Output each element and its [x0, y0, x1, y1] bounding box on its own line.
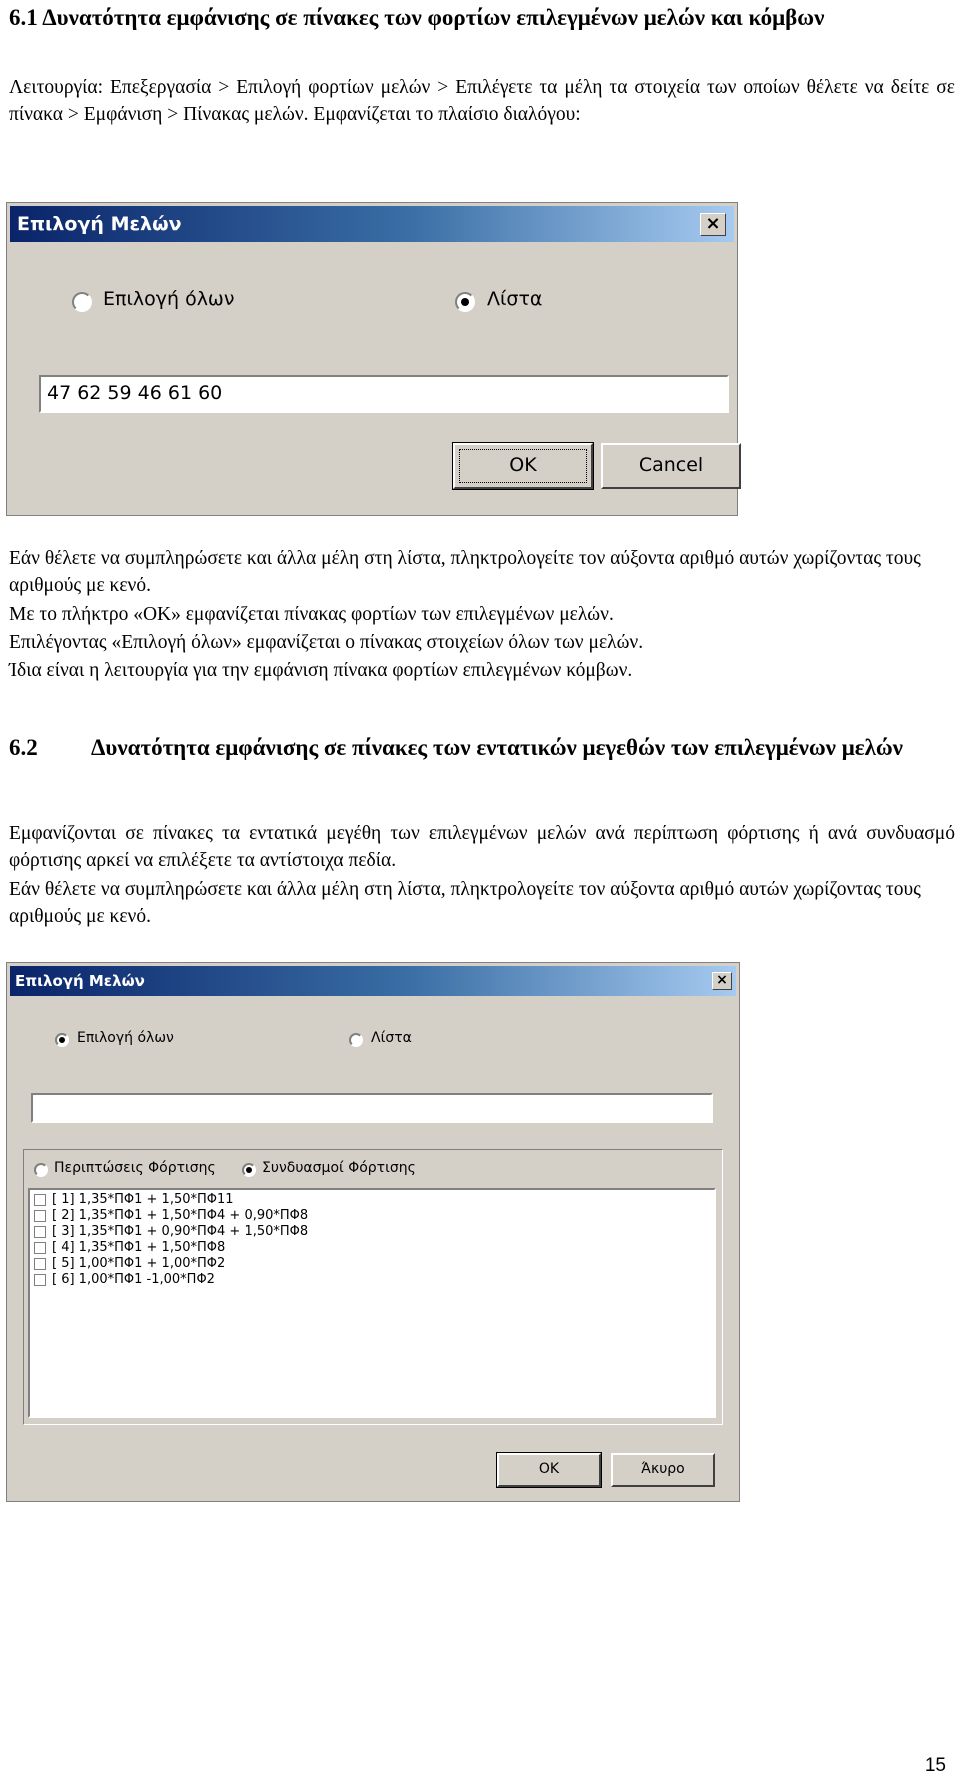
paragraph-ok-key: Με το πλήκτρο «ΟΚ» εμφανίζεται πίνακας φορτίων των επιλεγμένων μελών. [9, 604, 614, 625]
combination-label: [ 1] 1,35*ΠΦ1 + 1,50*ΠΦ11 [52, 1192, 234, 1207]
combination-label: [ 5] 1,00*ΠΦ1 + 1,00*ΠΦ2 [52, 1256, 226, 1271]
combination-checkbox[interactable] [34, 1226, 46, 1238]
radio-select-all-2[interactable] [55, 1033, 69, 1047]
paragraph-add-members: Εάν θέλετε να συμπληρώσετε και άλλα μέλη στη λίστα, πληκτρολογείτε τον αύξοντα αριθμό αυτών χωρίζοντας τους αριθμούς με κενό. [9, 548, 921, 596]
radio-list-label: Λίστα [487, 288, 543, 310]
combination-checkbox[interactable] [34, 1242, 46, 1254]
paragraph-select-all: Επιλέγοντας «Επιλογή όλων» εμφανίζεται ο πίνακας στοιχείων όλων των μελών. [9, 632, 644, 653]
section-number-6-2: 6.2 [9, 735, 38, 760]
radio-load-cases-label: Περιπτώσεις Φόρτισης [54, 1160, 216, 1176]
radio-select-all-label-2: Επιλογή όλων [77, 1030, 174, 1046]
paragraph-add-members-2: Εάν θέλετε να συμπληρώσετε και άλλα μέλη στη λίστα, πληκτρολογείτε τον αύξοντα αριθμό αυτών χωρίζοντας τους αριθμούς με κενό. [9, 879, 921, 927]
cancel-button[interactable]: Cancel [601, 443, 741, 489]
dialog-title: Επιλογή Μελών [17, 213, 182, 235]
member-list-input[interactable]: 47 62 59 46 61 60 [39, 375, 729, 413]
combination-label: [ 2] 1,35*ΠΦ1 + 1,50*ΠΦ4 + 0,90*ΠΦ8 [52, 1208, 309, 1223]
combination-checkbox[interactable] [34, 1194, 46, 1206]
select-members-dialog-2 [6, 962, 740, 1502]
radio-select-all-label: Επιλογή όλων [103, 288, 235, 310]
ok-button[interactable]: OK [453, 443, 593, 489]
radio-load-combinations[interactable] [242, 1163, 256, 1177]
section-heading-6-2: Δυνατότητα εμφάνισης σε πίνακες των εντατικών μεγεθών των επιλεγμένων μελών [91, 735, 903, 760]
load-group-frame [23, 1149, 723, 1425]
combinations-list [28, 1188, 716, 1418]
cancel-button-2[interactable]: Άκυρο [611, 1453, 715, 1487]
ok-button-2[interactable]: OK [497, 1453, 601, 1487]
section-intro: Λειτουργία: Επεξεργασία > Επιλογή φορτίων μελών > Επιλέγετε τα μέλη τα στοιχεία των οποίων θέλετε να δείτε σε πίνακα > Εμφάνιση > Πίνακας μελών. Εμφανίζεται το πλαίσιο διαλόγου: [9, 77, 955, 125]
member-list-input-2[interactable] [31, 1093, 713, 1123]
paragraph-nodes: Ίδια είναι η λειτουργία για την εμφάνιση πίνακα φορτίων επιλεγμένων κόμβων. [9, 660, 633, 681]
radio-load-combinations-label: Συνδυασμοί Φόρτισης [262, 1160, 416, 1176]
combination-checkbox[interactable] [34, 1274, 46, 1286]
combination-label: [ 3] 1,35*ΠΦ1 + 0,90*ΠΦ4 + 1,50*ΠΦ8 [52, 1224, 309, 1239]
select-members-dialog [6, 202, 738, 516]
combination-label: [ 6] 1,00*ΠΦ1 -1,00*ΠΦ2 [52, 1272, 215, 1287]
dialog-titlebar [10, 206, 734, 242]
page-number: 15 [924, 1755, 946, 1776]
close-icon[interactable]: × [700, 213, 726, 236]
paragraph-results: Εμφανίζονται σε πίνακες τα εντατικά μεγέθη των επιλεγμένων μελών ανά περίπτωση φόρτισης ή ανά συνδυασμό φόρτισης αρκεί να επιλέξετε τα αντίστοιχα πεδία. [9, 823, 955, 871]
radio-list[interactable] [455, 292, 475, 312]
radio-list-2[interactable] [349, 1033, 363, 1047]
section-heading-6-1: 6.1 Δυνατότητα εμφάνισης σε πίνακες των φορτίων επιλεγμένων μελών και κόμβων [9, 5, 825, 30]
radio-select-all[interactable] [72, 292, 92, 312]
dialog-titlebar-2 [10, 966, 736, 996]
close-icon-2[interactable]: × [712, 972, 732, 990]
radio-load-cases[interactable] [34, 1163, 48, 1177]
combination-checkbox[interactable] [34, 1210, 46, 1222]
combination-label: [ 4] 1,35*ΠΦ1 + 1,50*ΠΦ8 [52, 1240, 226, 1255]
combination-checkbox[interactable] [34, 1258, 46, 1270]
dialog-title-2: Επιλογή Μελών [15, 972, 145, 990]
radio-list-label-2: Λίστα [371, 1030, 412, 1046]
